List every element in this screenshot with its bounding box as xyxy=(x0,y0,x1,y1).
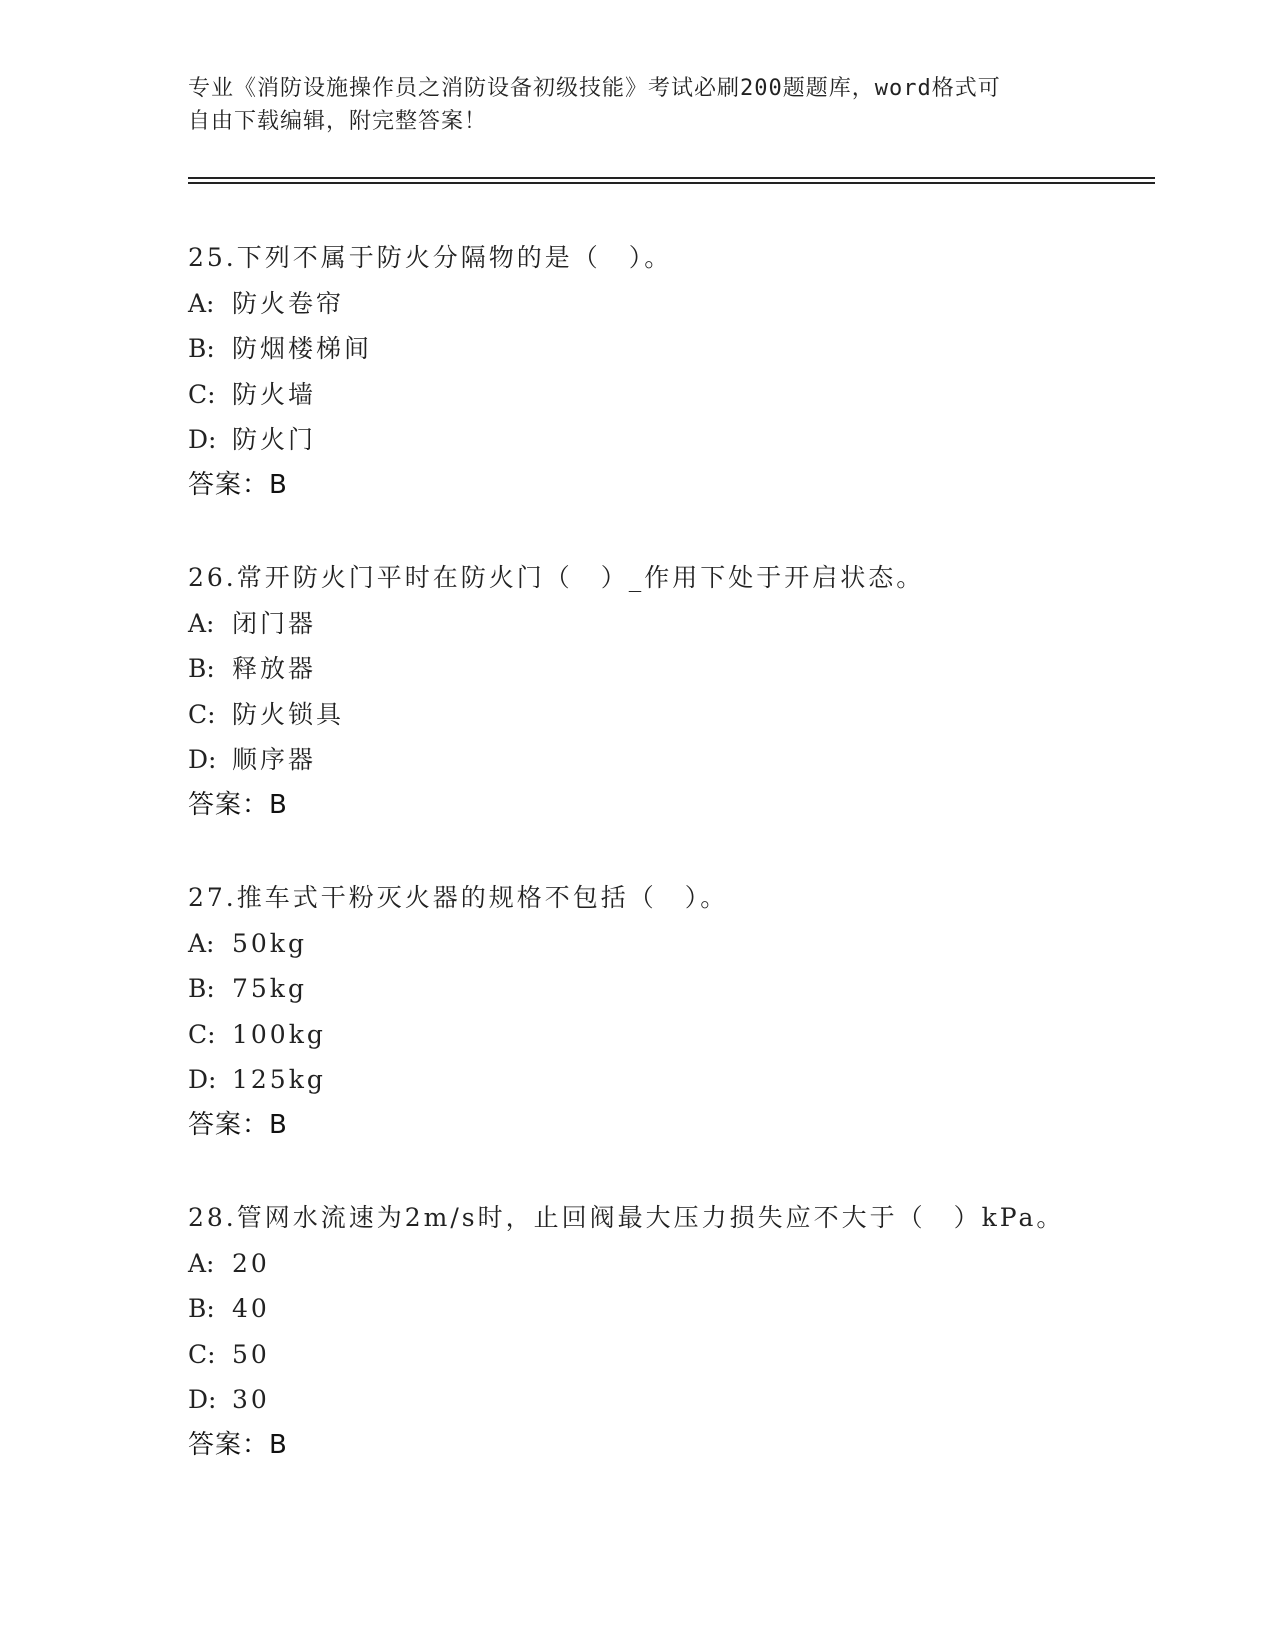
option-key: D: xyxy=(188,425,217,454)
header-divider-bottom xyxy=(188,182,1155,184)
option-c xyxy=(188,692,1148,738)
option-text: 闭门器 xyxy=(232,608,317,638)
option-d xyxy=(188,1377,1148,1423)
option-key: D: xyxy=(188,1065,217,1094)
answer-line: 答案：B xyxy=(188,789,288,820)
option-key: B: xyxy=(188,974,215,1003)
option-key: C: xyxy=(188,699,216,729)
option-c xyxy=(188,1332,1148,1378)
question-stem: 26.常开防火门平时在防火门（ ）_作用下处于开启状态。 xyxy=(188,563,925,592)
option-key: C: xyxy=(188,1019,216,1049)
question-block xyxy=(188,875,1148,1148)
option-text: 40 xyxy=(232,1294,270,1323)
option-text: 防火墙 xyxy=(232,379,317,409)
option-text: 75kg xyxy=(232,974,307,1003)
question-block xyxy=(188,235,1148,508)
option-text: 50 xyxy=(232,1339,270,1369)
option-key: A: xyxy=(188,288,215,318)
option-text: 顺序器 xyxy=(232,745,317,774)
option-key: A: xyxy=(188,928,215,958)
option-key: B: xyxy=(188,1294,215,1323)
option-key: A: xyxy=(188,608,215,638)
header-line-2: 自由下载编辑，附完整答案！ xyxy=(188,109,488,134)
option-text: 20 xyxy=(232,1248,270,1278)
option-key: C: xyxy=(188,1339,216,1369)
header-line-1: 专业《消防设施操作员之消防设备初级技能》考试必刷200题题库，word格式可 xyxy=(188,76,1001,101)
option-a xyxy=(188,1241,1148,1287)
option-text: 100kg xyxy=(232,1019,326,1049)
option-key: D: xyxy=(188,1385,217,1414)
option-key: B: xyxy=(188,334,215,363)
option-b xyxy=(188,326,1148,372)
option-b xyxy=(188,966,1148,1012)
option-c xyxy=(188,1012,1148,1058)
option-a xyxy=(188,281,1148,327)
header-divider-top xyxy=(188,177,1155,179)
option-b xyxy=(188,646,1148,692)
option-text: 释放器 xyxy=(232,654,317,683)
question-block xyxy=(188,1195,1148,1468)
option-text: 防火锁具 xyxy=(232,699,345,729)
question-stem: 28.管网水流速为2m/s时，止回阀最大压力损失应不大于（ ）kPa。 xyxy=(188,1203,1065,1232)
option-a xyxy=(188,601,1148,647)
option-c xyxy=(188,372,1148,418)
option-b xyxy=(188,1286,1148,1332)
option-text: 防烟楼梯间 xyxy=(232,334,373,363)
option-d xyxy=(188,1057,1148,1103)
option-key: D: xyxy=(188,745,217,774)
option-text: 防火卷帘 xyxy=(232,288,345,318)
question-block xyxy=(188,555,1148,828)
option-a xyxy=(188,921,1148,967)
option-key: B: xyxy=(188,654,215,683)
document-header xyxy=(188,72,1068,138)
option-key: A: xyxy=(188,1248,215,1278)
option-text: 125kg xyxy=(232,1065,326,1094)
question-stem: 25.下列不属于防火分隔物的是（ ）。 xyxy=(188,243,673,272)
answer-line: 答案：B xyxy=(188,1109,288,1140)
option-key: C: xyxy=(188,379,216,409)
option-text: 防火门 xyxy=(232,425,317,454)
question-stem: 27.推车式干粉灭火器的规格不包括（ ）。 xyxy=(188,883,729,912)
answer-line: 答案：B xyxy=(188,469,288,500)
option-d xyxy=(188,417,1148,463)
option-d xyxy=(188,737,1148,783)
answer-line: 答案：B xyxy=(188,1429,288,1460)
option-text: 50kg xyxy=(232,928,307,958)
option-text: 30 xyxy=(232,1385,270,1414)
